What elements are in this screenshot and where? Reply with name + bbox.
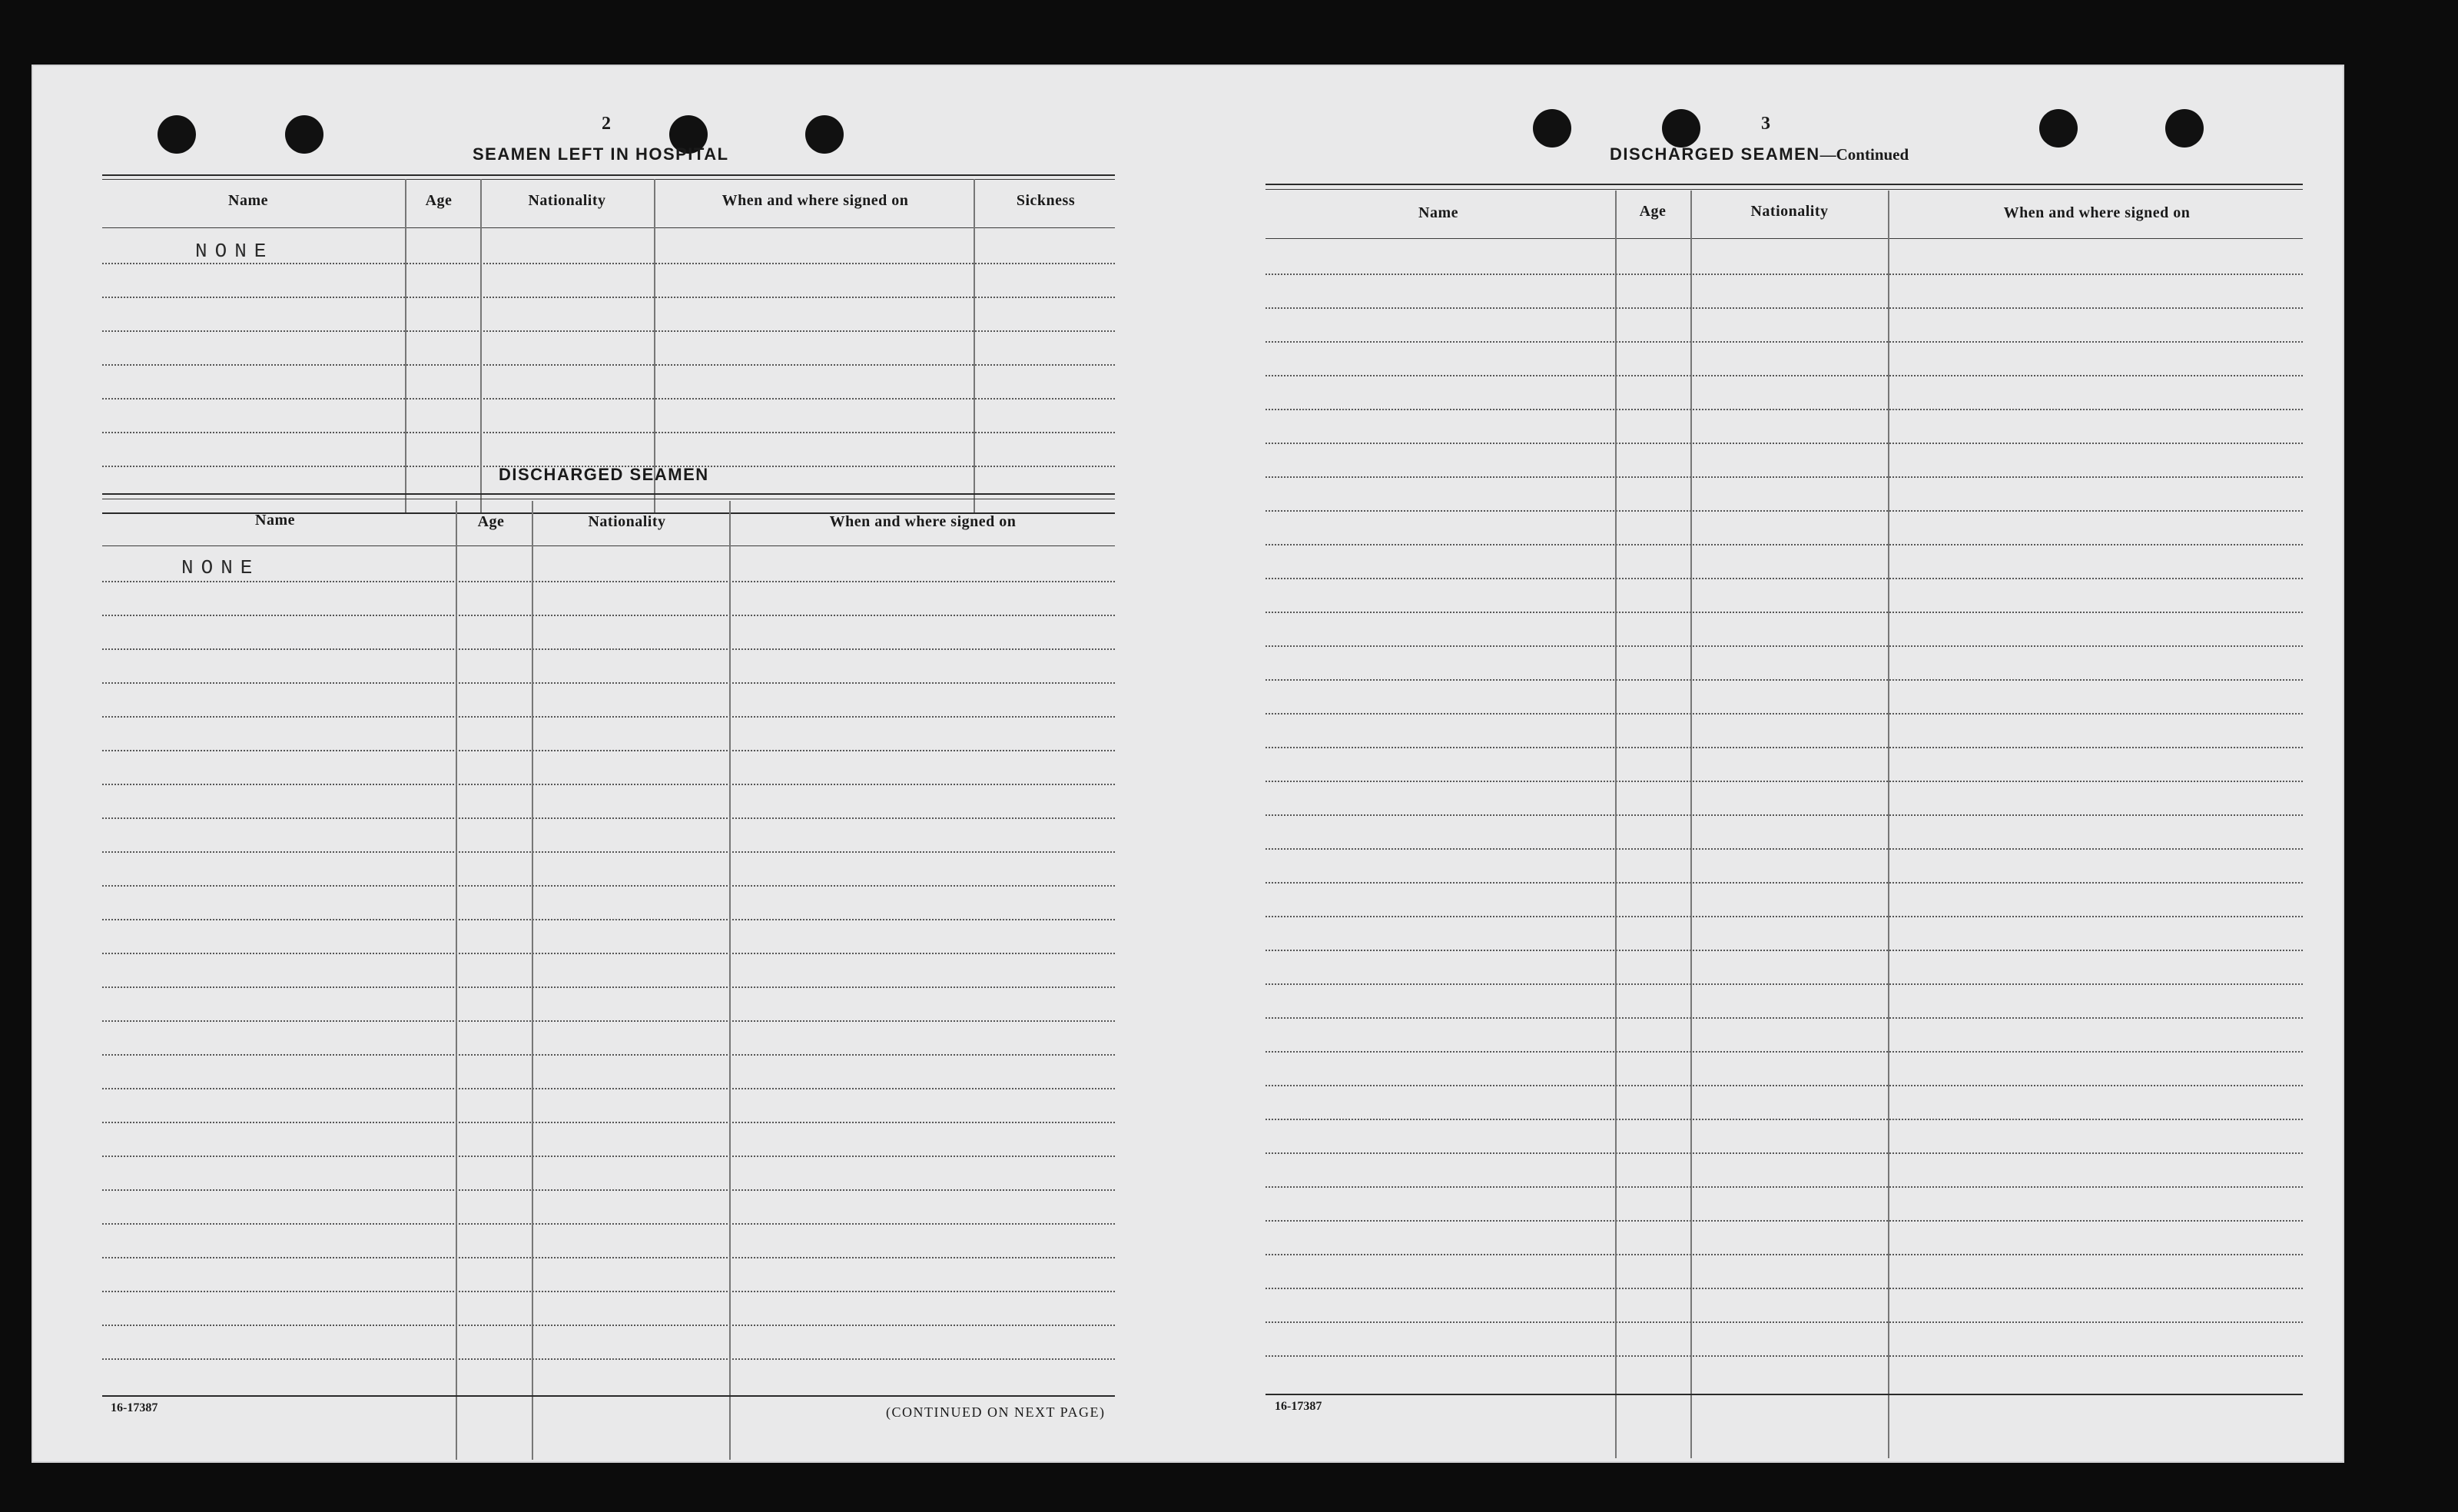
form-code-left: 16-17387: [111, 1401, 158, 1414]
table-row-line: [102, 919, 1115, 920]
right-top-rule: [1265, 184, 2303, 185]
table-row-line: [102, 682, 1115, 684]
table-row-line: [102, 581, 1115, 582]
table-row-line: [1265, 612, 2303, 613]
table-row-line: [102, 817, 1115, 819]
table-row-line: [1265, 1321, 2303, 1323]
hospital-col-divider: [654, 179, 655, 512]
table-row-line: [102, 1088, 1115, 1089]
table-row-line: [1265, 307, 2303, 309]
punch-hole: [2165, 109, 2204, 148]
discharged-bottom-rule: [102, 1395, 1115, 1397]
punch-hole: [2039, 109, 2078, 148]
right-header-age: Age: [1639, 203, 1667, 220]
discharged-col-divider: [532, 501, 533, 1460]
table-row-line: [102, 885, 1115, 887]
right-top-rule-inner: [1265, 189, 2303, 190]
table-row-line: [1265, 1220, 2303, 1222]
table-row-line: [102, 1189, 1115, 1191]
right-bottom-rule: [1265, 1394, 2303, 1395]
table-row-line: [1265, 1017, 2303, 1019]
table-row-line: [1265, 983, 2303, 985]
table-row-line: [1265, 882, 2303, 884]
table-row-line: [102, 398, 1115, 400]
hospital-header-name: Name: [228, 192, 268, 209]
page-number-left: 2: [602, 114, 611, 134]
continued-note: (CONTINUED ON NEXT PAGE): [886, 1404, 1106, 1420]
table-row-line: [102, 1156, 1115, 1157]
discharged-header-name: Name: [255, 512, 295, 529]
table-row-line: [102, 953, 1115, 954]
table-row-line: [1265, 747, 2303, 748]
table-row-line: [1265, 1119, 2303, 1120]
table-row-line: [102, 1020, 1115, 1022]
table-row-line: [102, 1257, 1115, 1258]
table-row-line: [102, 1122, 1115, 1123]
table-row-line: [1265, 1085, 2303, 1086]
right-col-divider: [1690, 191, 1692, 1458]
hospital-section-title: SEAMEN LEFT IN HOSPITAL: [473, 144, 729, 164]
table-row-line: [1265, 645, 2303, 647]
discharged-header-nationality: Nationality: [588, 513, 666, 530]
discharged-continued-title-main: DISCHARGED SEAMEN: [1610, 144, 1820, 164]
table-row-line: [1265, 375, 2303, 376]
right-col-divider: [1888, 191, 1889, 1458]
right-header-signed-on: When and where signed on: [2003, 204, 2191, 221]
right-header-name: Name: [1418, 204, 1458, 221]
table-row-line: [102, 297, 1115, 298]
table-row-line: [102, 716, 1115, 718]
page-number-right: 3: [1761, 114, 1770, 134]
discharged-entry-name: NONE: [181, 556, 260, 579]
table-row-line: [1265, 1152, 2303, 1154]
table-row-line: [1265, 781, 2303, 782]
table-row-line: [1265, 916, 2303, 917]
table-row-line: [102, 1054, 1115, 1056]
hospital-entry-name: NONE: [195, 240, 274, 263]
hospital-col-divider: [480, 179, 482, 512]
hospital-col-divider: [405, 179, 406, 512]
discharged-continued-title-suffix: —Continued: [1819, 145, 1909, 164]
hospital-header-age: Age: [425, 192, 453, 209]
table-row-line: [1265, 510, 2303, 512]
table-row-line: [1265, 476, 2303, 478]
table-row-line: [1265, 1051, 2303, 1053]
table-row-line: [1265, 848, 2303, 850]
table-row-line: [102, 851, 1115, 853]
table-row-line: [1265, 713, 2303, 715]
hospital-col-divider: [974, 179, 975, 512]
table-row-line: [1265, 274, 2303, 275]
hospital-top-rule: [102, 174, 1115, 176]
punch-hole: [1662, 109, 1700, 148]
punch-hole: [285, 115, 323, 154]
right-header-rule: [1265, 238, 2303, 239]
table-row-line: [102, 432, 1115, 433]
hospital-top-rule-inner: [102, 179, 1115, 180]
punch-hole: [805, 115, 844, 154]
discharged-header-rule: [102, 545, 1115, 546]
table-row-line: [102, 986, 1115, 988]
right-col-divider: [1615, 191, 1617, 1458]
table-row-line: [1265, 1186, 2303, 1188]
table-row-line: [102, 263, 1115, 264]
discharged-col-divider: [456, 501, 457, 1460]
table-row-line: [1265, 544, 2303, 545]
table-row-line: [102, 330, 1115, 332]
punch-hole: [1533, 109, 1571, 148]
table-row-line: [1265, 1355, 2303, 1357]
table-row-line: [102, 784, 1115, 785]
discharged-top-rule: [102, 493, 1115, 495]
table-row-line: [102, 1291, 1115, 1292]
hospital-header-rule: [102, 227, 1115, 228]
table-row-line: [1265, 1288, 2303, 1289]
table-row-line: [1265, 443, 2303, 444]
form-sheet: [32, 65, 2344, 1463]
hospital-header-sickness: Sickness: [1016, 192, 1076, 209]
table-row-line: [102, 1223, 1115, 1225]
table-row-line: [1265, 1254, 2303, 1255]
form-code-right: 16-17387: [1275, 1400, 1322, 1413]
table-row-line: [102, 648, 1115, 650]
table-row-line: [102, 1358, 1115, 1360]
table-row-line: [1265, 578, 2303, 579]
discharged-continued-title: [1610, 144, 1909, 164]
table-row-line: [102, 364, 1115, 366]
discharged-col-divider: [729, 501, 731, 1460]
right-header-nationality: Nationality: [1750, 203, 1829, 220]
table-row-line: [102, 1325, 1115, 1326]
hospital-header-signed-on: When and where signed on: [721, 192, 909, 209]
table-row-line: [1265, 679, 2303, 681]
table-row-line: [102, 615, 1115, 616]
discharged-section-title: DISCHARGED SEAMEN: [499, 465, 709, 484]
hospital-header-nationality: Nationality: [528, 192, 606, 209]
table-row-line: [1265, 409, 2303, 410]
table-row-line: [1265, 950, 2303, 951]
discharged-header-age: Age: [477, 513, 505, 530]
discharged-header-signed-on: When and where signed on: [829, 513, 1017, 530]
table-row-line: [102, 750, 1115, 751]
punch-hole: [158, 115, 196, 154]
table-row-line: [1265, 814, 2303, 816]
table-row-line: [1265, 341, 2303, 343]
